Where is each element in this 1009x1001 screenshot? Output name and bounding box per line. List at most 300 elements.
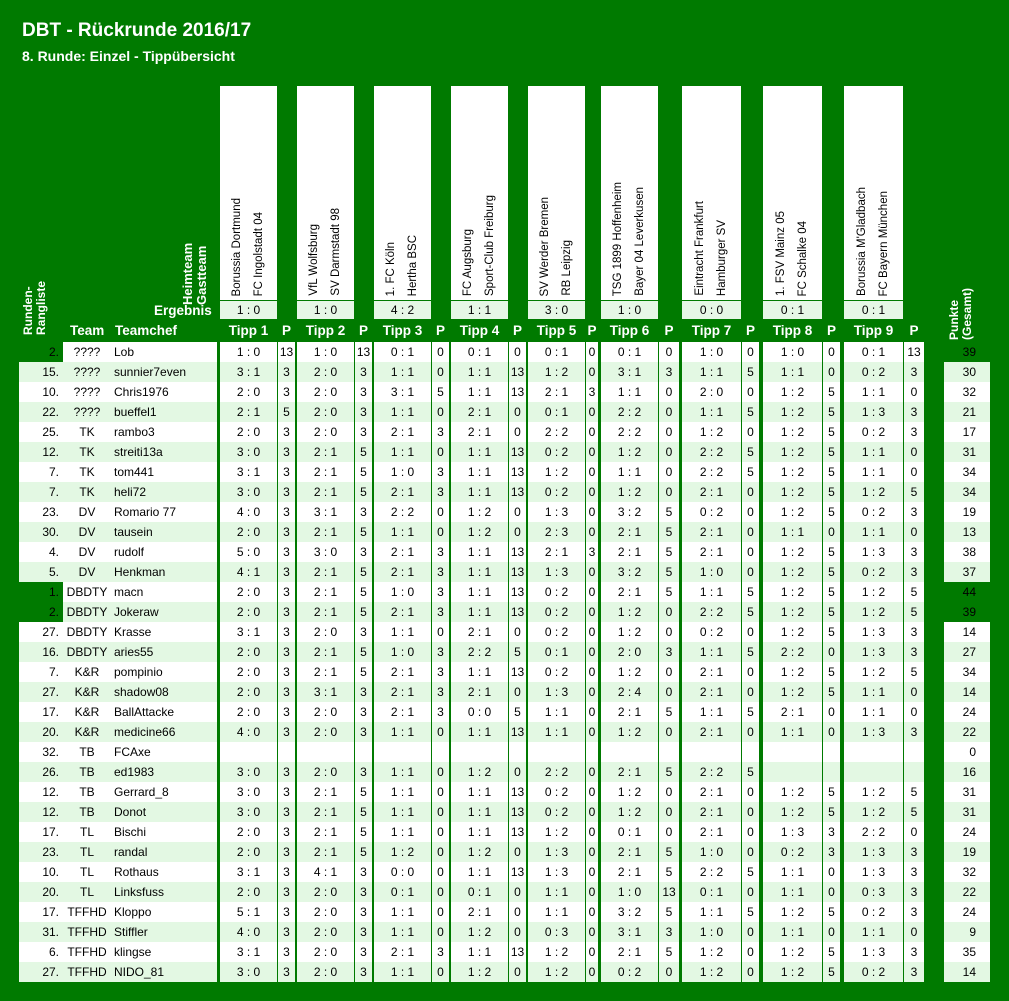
points-cell: 0 (659, 462, 679, 482)
tipp-cell: 1 : 2 (451, 922, 508, 942)
tipp-cell: 1 : 1 (763, 362, 822, 382)
points-cell: 3 (278, 942, 295, 962)
points-cell: 5 (823, 602, 840, 622)
teamchef-cell: NIDO_81 (111, 962, 217, 982)
team-cell: TFFHD (63, 942, 111, 962)
total-points-cell: 44 (944, 582, 990, 602)
tipp-cell: 1 : 2 (682, 942, 741, 962)
total-points-cell: 38 (944, 542, 990, 562)
points-cell: 5 (742, 902, 759, 922)
table-row (19, 662, 990, 682)
team-cell: TB (63, 802, 111, 822)
points-cell: 5 (742, 402, 759, 422)
tipp-cell: 0 : 2 (528, 662, 585, 682)
tipp-cell: 1 : 1 (374, 402, 431, 422)
table-row (19, 722, 990, 742)
team-cell: TB (63, 762, 111, 782)
tipp-cell: 1 : 1 (763, 862, 822, 882)
points-cell: 3 (278, 442, 295, 462)
points-cell: 5 (904, 782, 924, 802)
rank-cell: 10. (19, 862, 63, 882)
home-team: FC Augsburg (462, 228, 474, 296)
team-cell: DV (63, 502, 111, 522)
tipp-cell: 1 : 2 (844, 802, 903, 822)
total-points-cell: 22 (944, 882, 990, 902)
points-cell: 0 (742, 562, 759, 582)
column-gap (924, 642, 944, 662)
points-cell: 13 (509, 582, 526, 602)
tipp-cell: 0 : 1 (844, 342, 903, 362)
rank-cell: 7. (19, 662, 63, 682)
column-gap (924, 802, 944, 822)
column-gap (924, 442, 944, 462)
home-team: 1. FC Köln (385, 241, 397, 296)
tipp-cell: 1 : 2 (682, 962, 741, 982)
points-cell: 3 (432, 482, 449, 502)
points-cell: 5 (823, 622, 840, 642)
points-cell: 5 (823, 502, 840, 522)
tipp-cell: 2 : 1 (374, 422, 431, 442)
tipp-cell: 1 : 2 (451, 502, 508, 522)
points-cell: 13 (509, 862, 526, 882)
points-7-header: P (745, 323, 755, 338)
table-row (19, 782, 990, 802)
points-cell: 5 (742, 602, 759, 622)
tipp-cell: 2 : 1 (374, 562, 431, 582)
points-cell: 0 (509, 522, 526, 542)
tipp-cell: 1 : 2 (844, 782, 903, 802)
tipp-cell: 1 : 1 (374, 782, 431, 802)
tipp-cell: 2 : 0 (220, 522, 277, 542)
tipp-cell: 2 : 2 (682, 762, 741, 782)
tipp-cell: 2 : 0 (220, 642, 277, 662)
tipp-cell: 1 : 1 (844, 522, 903, 542)
tipp-cell (297, 742, 354, 762)
points-cell: 3 (904, 362, 924, 382)
away-team: Hamburger SV (716, 219, 728, 296)
tipp-cell: 3 : 1 (220, 622, 277, 642)
tipp-5-header: Tipp 5 (536, 323, 577, 338)
tipp-cell: 2 : 0 (297, 962, 354, 982)
tipp-cell: 1 : 1 (844, 442, 903, 462)
tipp-cell: 1 : 2 (763, 542, 822, 562)
points-cell: 5 (823, 562, 840, 582)
tipp-cell: 1 : 1 (374, 442, 431, 462)
points-cell: 0 (659, 482, 679, 502)
total-points-cell: 31 (944, 782, 990, 802)
home-team: SV Werder Bremen (539, 196, 551, 296)
points-cell: 5 (432, 382, 449, 402)
match-2-result: 1 : 0 (297, 301, 354, 319)
points-cell: 5 (742, 362, 759, 382)
points-cell: 13 (509, 822, 526, 842)
points-cell: 0 (659, 962, 679, 982)
points-cell: 3 (278, 622, 295, 642)
total-points-cell: 32 (944, 382, 990, 402)
tipp-cell: 1 : 1 (374, 822, 431, 842)
points-cell: 3 (432, 642, 449, 662)
tipp-cell: 1 : 1 (451, 862, 508, 882)
points-cell: 5 (659, 562, 679, 582)
tipp-cell: 2 : 1 (374, 682, 431, 702)
rank-cell: 2. (19, 342, 63, 362)
tipp-cell: 1 : 3 (844, 942, 903, 962)
rank-cell: 7. (19, 482, 63, 502)
rank-cell: 26. (19, 762, 63, 782)
points-cell: 5 (355, 462, 372, 482)
total-points-cell: 14 (944, 962, 990, 982)
points-cell: 0 (586, 422, 598, 442)
table-row (19, 522, 990, 542)
tipp-cell: 3 : 0 (220, 782, 277, 802)
match-2-teams (297, 86, 354, 300)
points-cell: 3 (278, 922, 295, 942)
tipp-cell: 3 : 0 (220, 802, 277, 822)
points-cell: 0 (659, 662, 679, 682)
column-gap (924, 562, 944, 582)
tipp-cell: 0 : 2 (601, 962, 658, 982)
points-cell: 0 (586, 362, 598, 382)
team-cell: K&R (63, 702, 111, 722)
total-points-cell: 22 (944, 722, 990, 742)
points-cell: 3 (278, 422, 295, 442)
points-cell: 0 (904, 442, 924, 462)
tipp-cell: 1 : 2 (528, 962, 585, 982)
tipp-cell: 1 : 2 (601, 662, 658, 682)
tipp-cell: 2 : 1 (682, 682, 741, 702)
tipp-cell: 1 : 1 (844, 682, 903, 702)
column-gap (924, 382, 944, 402)
points-cell: 5 (355, 442, 372, 462)
tipp-cell: 2 : 0 (220, 882, 277, 902)
team-cell: TK (63, 422, 111, 442)
tipp-cell: 1 : 1 (682, 702, 741, 722)
page-title: DBT - Rückrunde 2016/17 (22, 20, 252, 41)
team-cell: TFFHD (63, 922, 111, 942)
points-cell: 3 (278, 882, 295, 902)
points-cell: 0 (586, 782, 598, 802)
teamchef-cell: Romario 77 (111, 502, 217, 522)
points-cell (509, 742, 526, 762)
points-cell: 0 (509, 682, 526, 702)
points-cell: 3 (659, 922, 679, 942)
points-cell: 13 (509, 562, 526, 582)
match-6-teams (601, 86, 658, 300)
total-points-cell: 21 (944, 402, 990, 422)
tipp-cell: 0 : 1 (528, 342, 585, 362)
tipp-cell: 2 : 0 (220, 422, 277, 442)
tipp-cell: 1 : 1 (374, 722, 431, 742)
points-cell: 3 (278, 362, 295, 382)
away-team: FC Ingolstadt 04 (253, 211, 265, 296)
team-cell: DBDTY (63, 582, 111, 602)
tipp-cell: 2 : 2 (601, 422, 658, 442)
points-cell: 0 (823, 642, 840, 662)
tipp-cell: 2 : 0 (220, 662, 277, 682)
tipp-cell: 1 : 1 (451, 382, 508, 402)
points-1-header: P (281, 323, 291, 338)
tipp-cell: 2 : 0 (297, 922, 354, 942)
total-points-cell: 17 (944, 422, 990, 442)
points-cell: 0 (586, 562, 598, 582)
teamchef-cell: Linksfuss (111, 882, 217, 902)
tipp-cell: 2 : 1 (601, 862, 658, 882)
points-cell: 3 (432, 702, 449, 722)
points-cell: 13 (278, 342, 295, 362)
tipp-cell: 2 : 1 (297, 782, 354, 802)
teamchef-cell: heli72 (111, 482, 217, 502)
tipp-cell: 1 : 3 (844, 862, 903, 882)
tipp-cell: 1 : 2 (763, 562, 822, 582)
away-team: Sport-Club Freiburg (484, 195, 496, 296)
column-gap (924, 722, 944, 742)
tipp-cell: 2 : 0 (297, 382, 354, 402)
tipp-cell: 1 : 1 (528, 902, 585, 922)
tipp-cell: 3 : 0 (220, 442, 277, 462)
tipp-cell: 1 : 1 (451, 782, 508, 802)
points-cell: 0 (432, 342, 449, 362)
tipp-cell: 2 : 4 (601, 682, 658, 702)
rank-cell: 20. (19, 882, 63, 902)
points-cell: 3 (278, 722, 295, 742)
points-cell (586, 742, 598, 762)
points-cell: 0 (509, 762, 526, 782)
points-cell: 5 (659, 702, 679, 722)
tipp-cell (763, 742, 822, 762)
points-cell: 5 (904, 662, 924, 682)
match-3-teams (374, 86, 431, 300)
total-points-cell: 30 (944, 362, 990, 382)
tipp-cell: 3 : 1 (220, 862, 277, 882)
points-cell: 13 (509, 382, 526, 402)
points-cell: 0 (742, 342, 759, 362)
team-cell: ???? (63, 342, 111, 362)
tipp-cell: 1 : 1 (451, 822, 508, 842)
tipp-cell: 2 : 1 (297, 442, 354, 462)
points-cell: 5 (355, 662, 372, 682)
points-cell: 3 (586, 542, 598, 562)
points-cell: 3 (904, 562, 924, 582)
tipp-cell: 1 : 1 (374, 362, 431, 382)
tipp-cell: 2 : 2 (682, 862, 741, 882)
points-cell: 3 (432, 542, 449, 562)
points-cell: 0 (659, 682, 679, 702)
points-cell: 0 (823, 862, 840, 882)
points-cell: 3 (823, 842, 840, 862)
rank-cell: 4. (19, 542, 63, 562)
tipp-cell: 0 : 1 (528, 402, 585, 422)
points-cell: 3 (278, 462, 295, 482)
tipp-cell: 1 : 2 (844, 602, 903, 622)
points-cell: 0 (432, 442, 449, 462)
tipp-cell: 1 : 2 (844, 662, 903, 682)
tipp-cell: 2 : 1 (297, 802, 354, 822)
tipp-cell: 2 : 1 (528, 542, 585, 562)
tipp-cell: 0 : 1 (528, 642, 585, 662)
points-cell: 0 (742, 682, 759, 702)
points-cell: 5 (823, 542, 840, 562)
points-cell: 0 (742, 822, 759, 842)
tipp-cell: 2 : 1 (601, 842, 658, 862)
points-cell: 5 (509, 642, 526, 662)
teamchef-cell: Stiffler (111, 922, 217, 942)
tipp-cell: 1 : 1 (528, 702, 585, 722)
tipp-cell: 2 : 2 (682, 602, 741, 622)
points-8-header: P (826, 323, 836, 338)
points-cell: 0 (823, 342, 840, 362)
tipp-cell: 2 : 1 (451, 682, 508, 702)
teamchef-cell: aries55 (111, 642, 217, 662)
points-cell: 0 (823, 522, 840, 542)
tipp-cell: 0 : 2 (844, 962, 903, 982)
points-cell: 3 (586, 382, 598, 402)
points-cell: 0 (742, 802, 759, 822)
points-cell: 0 (742, 382, 759, 402)
teamchef-cell: streiti13a (111, 442, 217, 462)
tipp-cell (763, 762, 822, 782)
points-cell: 13 (355, 342, 372, 362)
tipp-cell: 3 : 2 (601, 902, 658, 922)
column-gap (924, 662, 944, 682)
teamchef-cell: bueffel1 (111, 402, 217, 422)
rank-cell: 27. (19, 622, 63, 642)
tipp-cell: 2 : 2 (601, 402, 658, 422)
points-cell: 3 (355, 402, 372, 422)
points-cell: 13 (509, 782, 526, 802)
tipp-cell: 0 : 2 (763, 842, 822, 862)
tipp-cell: 2 : 0 (220, 582, 277, 602)
tipp-cell: 1 : 1 (451, 662, 508, 682)
tipp-cell: 1 : 1 (682, 582, 741, 602)
tipp-cell: 1 : 3 (844, 542, 903, 562)
tipp-cell: 2 : 1 (297, 602, 354, 622)
points-cell: 5 (659, 862, 679, 882)
total-points-cell: 34 (944, 482, 990, 502)
tipp-cell: 2 : 1 (374, 942, 431, 962)
column-gap (924, 882, 944, 902)
tipp-cell: 2 : 1 (682, 542, 741, 562)
tipp-cell: 1 : 2 (763, 622, 822, 642)
rank-cell: 17. (19, 702, 63, 722)
tipp-cell: 0 : 2 (844, 422, 903, 442)
total-points-cell: 32 (944, 862, 990, 882)
column-gap (924, 902, 944, 922)
points-cell: 0 (432, 522, 449, 542)
tipp-cell (220, 742, 277, 762)
points-cell: 5 (742, 762, 759, 782)
points-cell: 0 (586, 682, 598, 702)
points-cell: 5 (823, 382, 840, 402)
points-6-header: P (664, 323, 674, 338)
tipp-cell: 4 : 1 (297, 862, 354, 882)
team-cell: K&R (63, 662, 111, 682)
total-points-cell: 14 (944, 682, 990, 702)
table-row (19, 342, 990, 362)
column-gap (924, 462, 944, 482)
points-cell: 3 (659, 642, 679, 662)
tipp-cell: 2 : 1 (451, 622, 508, 642)
tipp-cell: 1 : 1 (451, 722, 508, 742)
tipp-cell: 1 : 2 (844, 482, 903, 502)
points-cell: 0 (586, 842, 598, 862)
match-4-result: 1 : 1 (451, 301, 508, 319)
teamchef-cell: klingse (111, 942, 217, 962)
points-cell: 5 (355, 602, 372, 622)
tipp-cell: 1 : 2 (763, 442, 822, 462)
points-cell: 3 (432, 602, 449, 622)
teamchef-cell: sunnier7even (111, 362, 217, 382)
tipp-cell: 2 : 0 (220, 702, 277, 722)
tipp-cell (374, 742, 431, 762)
tipp-cell: 1 : 0 (374, 462, 431, 482)
rank-cell: 15. (19, 362, 63, 382)
tipp-cell: 1 : 1 (682, 642, 741, 662)
tipp-cell: 0 : 2 (528, 442, 585, 462)
tipp-cell: 3 : 0 (220, 962, 277, 982)
points-cell (904, 762, 924, 782)
tipp-cell: 2 : 1 (374, 542, 431, 562)
page-subtitle: 8. Runde: Einzel - Tippübersicht (22, 48, 235, 64)
points-cell: 0 (586, 402, 598, 422)
team-cell: TL (63, 822, 111, 842)
points-cell: 5 (823, 662, 840, 682)
tipp-cell: 1 : 2 (763, 582, 822, 602)
points-cell: 0 (509, 882, 526, 902)
points-cell: 3 (278, 642, 295, 662)
points-cell: 0 (586, 942, 598, 962)
tipp-cell: 2 : 0 (220, 602, 277, 622)
points-cell: 5 (355, 822, 372, 842)
points-cell: 3 (904, 962, 924, 982)
tipp-cell: 1 : 1 (451, 562, 508, 582)
tipp-cell: 0 : 2 (682, 622, 741, 642)
points-3-header: P (435, 323, 445, 338)
points-cell: 0 (659, 442, 679, 462)
points-cell: 0 (823, 702, 840, 722)
tipp-cell: 1 : 2 (374, 842, 431, 862)
tipp-cell (682, 742, 741, 762)
points-cell: 3 (355, 762, 372, 782)
points-cell: 5 (823, 782, 840, 802)
tipp-cell: 3 : 1 (220, 942, 277, 962)
team-cell: DV (63, 542, 111, 562)
points-cell: 0 (904, 682, 924, 702)
tipp-cell: 1 : 2 (528, 362, 585, 382)
points-cell: 13 (509, 602, 526, 622)
points-cell: 3 (278, 562, 295, 582)
points-cell: 3 (355, 942, 372, 962)
rank-cell: 10. (19, 382, 63, 402)
points-cell (742, 742, 759, 762)
points-cell (355, 742, 372, 762)
match-5-teams (528, 86, 585, 300)
total-points-cell: 37 (944, 562, 990, 582)
rank-cell: 17. (19, 822, 63, 842)
tipp-cell: 5 : 0 (220, 542, 277, 562)
tipp-4-header: Tipp 4 (459, 323, 500, 338)
home-team: VfL Wolfsburg (308, 224, 320, 296)
points-cell: 0 (742, 842, 759, 862)
points-cell: 13 (659, 882, 679, 902)
team-cell: TB (63, 742, 111, 762)
tipp-cell: 0 : 2 (528, 582, 585, 602)
points-cell: 0 (586, 962, 598, 982)
tipp-cell: 2 : 1 (601, 582, 658, 602)
rank-cell: 31. (19, 922, 63, 942)
runden-rangliste-label: Runden- Rangliste (21, 280, 48, 335)
tipp-cell: 1 : 3 (844, 402, 903, 422)
points-cell: 0 (586, 882, 598, 902)
